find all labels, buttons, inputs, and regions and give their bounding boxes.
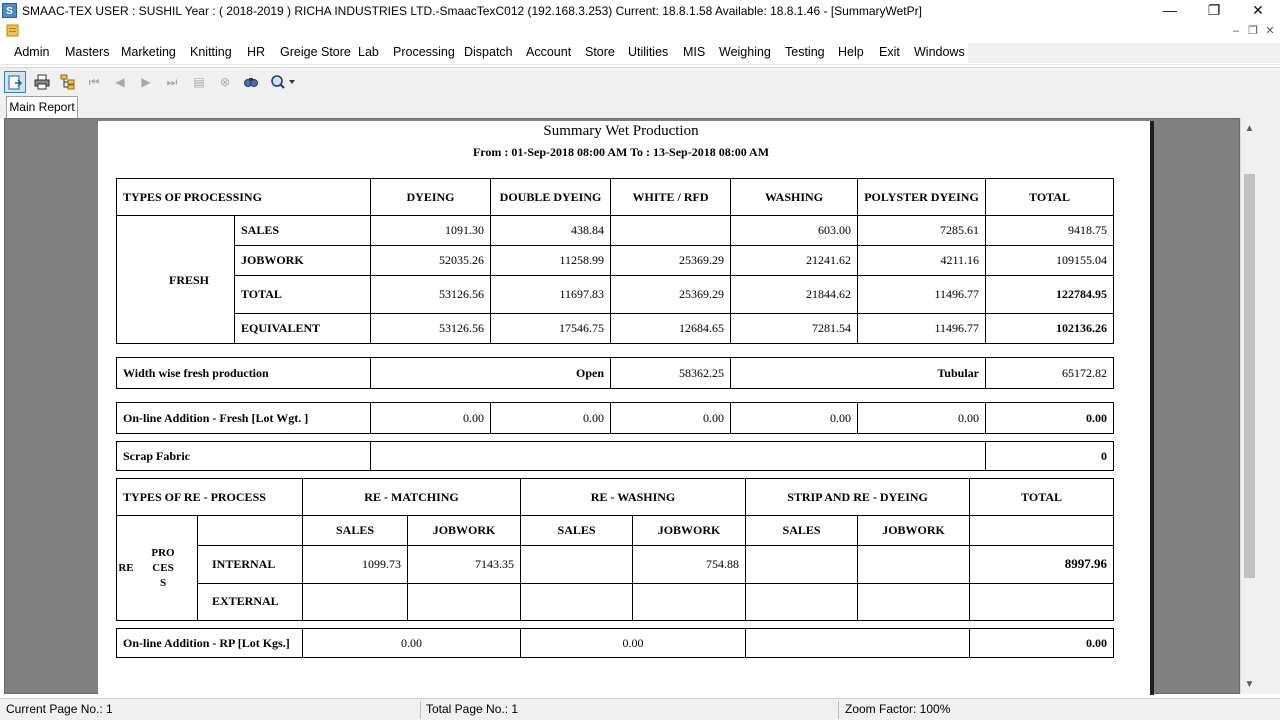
subheader-total-spacer — [970, 516, 1114, 546]
menu-utilities[interactable]: Utilities — [628, 45, 669, 59]
header-washing: WASHING — [731, 179, 858, 216]
menu-account[interactable]: Account — [526, 45, 572, 59]
first-page-icon[interactable]: ⏮ — [88, 75, 100, 89]
report-viewport — [4, 118, 1240, 694]
reprocess-group-cell — [117, 516, 198, 621]
cell-value: 122784.95 — [986, 276, 1114, 314]
reprocess-table — [116, 478, 1114, 621]
subheader-jobwork: JOBWORK — [858, 516, 970, 546]
header-strip-re-dyeing: STRIP AND RE - DYEING — [746, 479, 970, 516]
print-icon[interactable] — [31, 71, 53, 93]
scroll-up-icon[interactable]: ▲ — [1244, 123, 1255, 134]
menu-processing[interactable]: Processing — [393, 45, 455, 59]
cell-value — [408, 583, 521, 620]
cell-value: 12684.65 — [611, 314, 731, 344]
cell-value: 52035.26 — [371, 246, 491, 276]
minimize-button[interactable]: — — [1163, 2, 1177, 18]
row-label: JOBWORK — [235, 246, 371, 276]
cell-value — [521, 583, 633, 620]
reprocess-subheader-row — [117, 516, 1114, 546]
cell-value: 21241.62 — [731, 246, 858, 276]
table-row — [117, 442, 1114, 471]
cell-value: 0.00 — [986, 403, 1114, 434]
find-icon[interactable] — [240, 71, 262, 93]
cell-value: 17546.75 — [491, 314, 611, 344]
cell-value: 0.00 — [521, 629, 746, 658]
window-title: SMAAC-TEX USER : SUSHIL Year : ( 2018-2019 ) RICHA INDUSTRIES LTD.-SmaacTexC012 (192.168.3.253) Current: 18.8.1.58 Available: 18.8.1.46 - [SummaryWetPr] — [22, 4, 922, 18]
subheader-spacer — [198, 516, 303, 546]
menu-marketing[interactable]: Marketing — [121, 45, 176, 59]
re-group-label: RE — [118, 561, 134, 574]
row-label: SALES — [235, 216, 371, 246]
cell-value: 109155.04 — [986, 246, 1114, 276]
tab-main-report[interactable]: Main Report — [6, 96, 78, 118]
cell-value: 1099.73 — [303, 546, 408, 583]
row-label: EXTERNAL — [198, 583, 303, 620]
previous-page-icon[interactable]: ◀ — [115, 75, 125, 89]
row-label: EQUIVALENT — [235, 314, 371, 344]
table-row — [117, 403, 1114, 434]
scrap-table — [116, 441, 1114, 471]
table-row — [117, 546, 1114, 583]
row-label: TOTAL — [235, 276, 371, 314]
menu-admin[interactable]: Admin — [14, 45, 50, 59]
scrap-label: Scrap Fabric — [117, 442, 371, 471]
mdi-child-controls — [0, 22, 1280, 40]
page-shadow — [1150, 121, 1154, 695]
mdi-restore-button[interactable]: ❐ — [1248, 25, 1258, 37]
header-re-matching: RE - MATCHING — [303, 479, 521, 516]
width-wise-label: Width wise fresh production — [117, 358, 371, 389]
online-fresh-label: On-line Addition - Fresh [Lot Wgt. ] — [117, 403, 371, 434]
cell-value: 21844.62 — [731, 276, 858, 314]
header-total: TOTAL — [986, 179, 1114, 216]
app-icon: S — [2, 3, 17, 18]
header-types-of-reprocess: TYPES OF RE - PROCESS — [117, 479, 303, 516]
cell-value: 0.00 — [303, 629, 521, 658]
cell-value — [611, 216, 731, 246]
cell-value: 1091.30 — [371, 216, 491, 246]
cell-value: 53126.56 — [371, 314, 491, 344]
document-icon — [6, 24, 19, 37]
close-button[interactable]: ✕ — [1252, 2, 1264, 18]
online-fresh-table — [116, 402, 1114, 434]
menu-windows[interactable]: Windows — [914, 45, 965, 59]
cell-value: 9418.75 — [986, 216, 1114, 246]
group-tree-icon[interactable] — [57, 71, 79, 93]
width-wise-table — [116, 357, 1114, 389]
fresh-group-label: FRESH — [117, 216, 235, 344]
process-group-label: PROCESS — [151, 546, 175, 589]
subheader-sales: SALES — [521, 516, 633, 546]
status-divider — [420, 701, 421, 719]
table-row — [117, 276, 1114, 314]
report-toolbar — [0, 67, 1280, 94]
cell-value: 7285.61 — [858, 216, 986, 246]
zoom-dropdown-icon[interactable] — [268, 71, 298, 93]
report-tab-strip — [0, 94, 1280, 118]
cell-value: 754.88 — [633, 546, 746, 583]
online-rp-table — [116, 628, 1114, 658]
header-types-of-processing: TYPES OF PROCESSING — [117, 179, 371, 216]
right-gutter — [1258, 118, 1280, 694]
menu-weighing[interactable]: Weighing — [719, 45, 771, 59]
cell-value — [746, 629, 970, 658]
tubular-label: Tubular — [731, 358, 986, 389]
cell-value: 53126.56 — [371, 276, 491, 314]
current-page-status: Current Page No.: 1 — [6, 702, 113, 716]
menu-testing[interactable]: Testing — [785, 45, 825, 59]
table-row — [117, 583, 1114, 620]
subheader-jobwork: JOBWORK — [633, 516, 746, 546]
cell-value: 7143.35 — [408, 546, 521, 583]
stop-icon[interactable]: ⊗ — [219, 75, 231, 89]
header-white-rfd: WHITE / RFD — [611, 179, 731, 216]
processing-header-row — [117, 179, 1114, 216]
last-page-icon[interactable]: ⏭ — [166, 75, 178, 89]
next-page-icon[interactable]: ▶ — [141, 75, 151, 89]
menu-bar-filler — [968, 43, 1280, 63]
cell-value — [521, 546, 633, 583]
menu-dispatch[interactable]: Dispatch — [464, 45, 513, 59]
header-double-dyeing: DOUBLE DYEING — [491, 179, 611, 216]
menu-bar — [0, 41, 1280, 65]
cell-value: 0.00 — [371, 403, 491, 434]
total-page-status: Total Page No.: 1 — [426, 702, 519, 716]
cell-value: 0.00 — [858, 403, 986, 434]
menu-lab[interactable]: Lab — [358, 45, 379, 59]
restore-button[interactable]: ❐ — [1207, 2, 1221, 18]
table-row — [117, 358, 1114, 389]
header-dyeing: DYEING — [371, 179, 491, 216]
cell-value — [970, 583, 1114, 620]
cell-value — [746, 583, 858, 620]
cell-value: 8997.96 — [970, 546, 1114, 583]
tubular-value: 65172.82 — [986, 358, 1114, 389]
cell-value: 25369.29 — [611, 276, 731, 314]
cell-value: 102136.26 — [986, 314, 1114, 344]
cell-value: 11496.77 — [858, 314, 986, 344]
table-row — [117, 246, 1114, 276]
header-reprocess-total: TOTAL — [970, 479, 1114, 516]
cell-value: 438.84 — [491, 216, 611, 246]
cell-value: 603.00 — [731, 216, 858, 246]
goto-page-icon[interactable]: ▤ — [193, 75, 205, 89]
menu-store[interactable]: Store — [585, 45, 615, 59]
cell-value — [746, 546, 858, 583]
menu-knitting[interactable]: Knitting — [190, 45, 232, 59]
scrollbar-thumb[interactable] — [1244, 174, 1255, 578]
cell-value: 4211.16 — [858, 246, 986, 276]
cell-value: 11697.83 — [491, 276, 611, 314]
header-polyster-dyeing: POLYSTER DYEING — [858, 179, 986, 216]
menu-masters[interactable]: Masters — [65, 45, 110, 59]
open-value: 58362.25 — [611, 358, 731, 389]
cell-value — [858, 583, 970, 620]
table-row — [117, 629, 1114, 658]
table-row — [117, 314, 1114, 344]
row-label: INTERNAL — [198, 546, 303, 583]
menu-exit[interactable]: Exit — [879, 45, 900, 59]
mdi-close-button[interactable]: ✕ — [1265, 25, 1275, 37]
report-title: Summary Wet Production — [543, 123, 699, 139]
subheader-sales: SALES — [303, 516, 408, 546]
vertical-scrollbar[interactable] — [1240, 118, 1258, 694]
status-divider — [838, 701, 839, 719]
scrap-spacer — [371, 442, 986, 471]
menu-help[interactable]: Help — [838, 45, 864, 59]
export-icon[interactable] — [4, 71, 26, 93]
cell-value: 25369.29 — [611, 246, 731, 276]
cell-value — [633, 583, 746, 620]
cell-value: 11496.77 — [858, 276, 986, 314]
menu-mis[interactable]: MIS — [683, 45, 706, 59]
cell-value: 7281.54 — [731, 314, 858, 344]
open-label: Open — [371, 358, 611, 389]
table-row — [117, 216, 1114, 246]
menu-greige-store[interactable]: Greige Store — [280, 45, 351, 59]
scrap-value: 0 — [986, 442, 1114, 471]
header-re-washing: RE - WASHING — [521, 479, 746, 516]
subheader-jobwork: JOBWORK — [408, 516, 521, 546]
cell-value: 0.00 — [491, 403, 611, 434]
cell-value: 0.00 — [611, 403, 731, 434]
report-date-range: From : 01-Sep-2018 08:00 AM To : 13-Sep-2018 08:00 AM — [472, 145, 770, 159]
menu-hr[interactable]: HR — [247, 45, 266, 59]
subheader-sales: SALES — [746, 516, 858, 546]
reprocess-header-row — [117, 479, 1114, 516]
online-rp-label: On-line Addition - RP [Lot Kgs.] — [117, 629, 303, 658]
scroll-down-icon[interactable]: ▼ — [1244, 679, 1255, 690]
cell-value: 0.00 — [970, 629, 1114, 658]
cell-value: 11258.99 — [491, 246, 611, 276]
title-bar — [0, 0, 1280, 22]
cell-value — [858, 546, 970, 583]
status-bar — [0, 698, 1280, 720]
cell-value — [303, 583, 408, 620]
processing-table — [116, 178, 1114, 344]
zoom-status: Zoom Factor: 100% — [845, 702, 951, 716]
mdi-minimize-button[interactable]: – — [1232, 25, 1240, 37]
cell-value: 0.00 — [731, 403, 858, 434]
